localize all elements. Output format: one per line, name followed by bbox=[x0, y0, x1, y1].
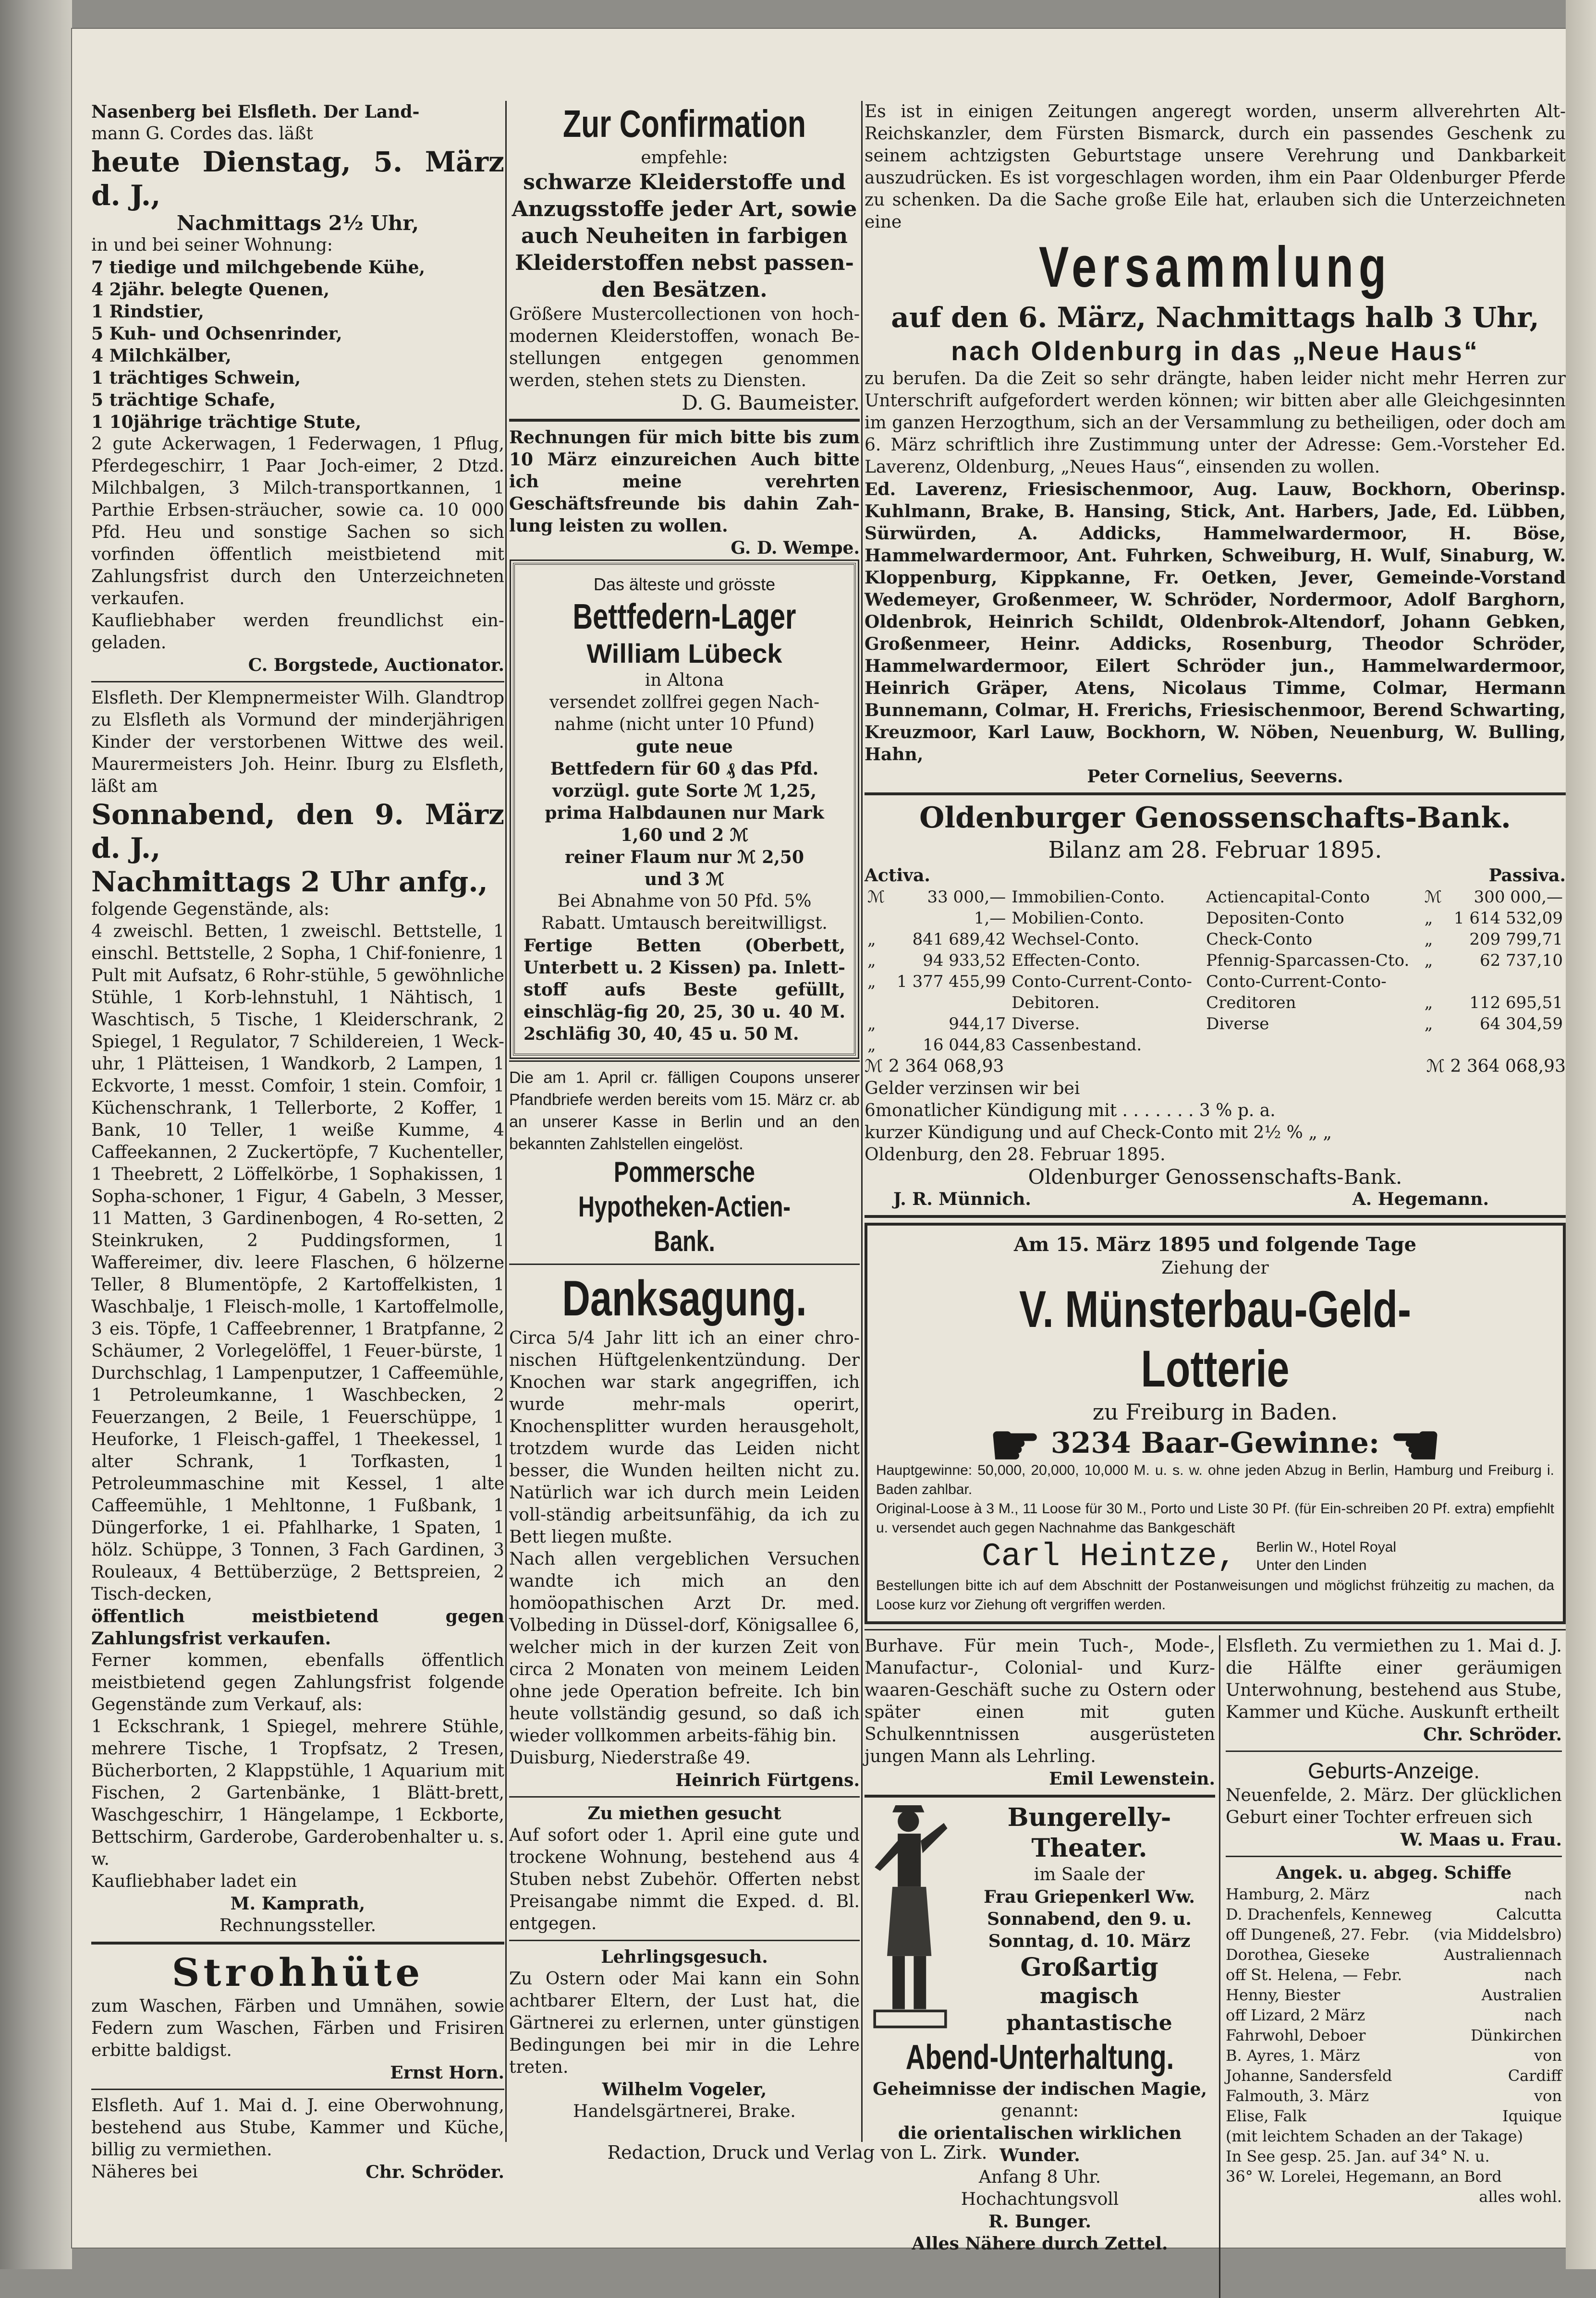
pointing-hand-icon: ☛ bbox=[989, 1411, 1041, 1479]
ad-item: 1 10jährige trächtige Stute, bbox=[91, 412, 362, 432]
ship-line bbox=[1226, 1985, 1562, 2005]
ad-body: Zu Ostern oder Mai kann ein Sohn achtbarer Eltern, der Lust hat, die Gärtnerei zu erlernen, unter günstigen Bedingungen bei mir in die Lehre treten. bbox=[509, 1969, 860, 2077]
ad-time: Nachmittags 2½ Uhr, bbox=[176, 211, 419, 235]
bank-cell bbox=[1446, 971, 1566, 992]
bank-cell: Diverse. bbox=[1011, 1014, 1080, 1033]
ad-body: Circa 5/4 Jahr litt ich an einer chro-nischen Hüftgelenkentzündung. Der Knochen war stark angegriffen, ich wurde mehr-mals operirt, Knochensplitter wurden herausgeholt, trotzdem wurde das Leiden nicht besser, die Wunden heilten nicht zu. Natürlich war ich durch mein Leiden voll-ständig arbeitsunfähig, da ich zu Bett liegen mußte. bbox=[509, 1328, 860, 1547]
ship-destination: Australien bbox=[1481, 1986, 1562, 2004]
theater-text: magisch phantastische bbox=[1006, 1984, 1172, 2035]
magician-figure-icon bbox=[865, 1805, 956, 2036]
bank-cell: ℳ bbox=[1424, 888, 1442, 907]
ad-date: Sonnabend, den 9. März d. J., bbox=[91, 798, 504, 864]
ad-body: Größere Mustercollectionen von hoch-modernen Kleiderstoffen, wonach Be-stellungen entgegen genommen werden, stehen stets zu Diensten. bbox=[509, 304, 860, 390]
theater-headline: Abend-Unterhaltung. bbox=[905, 2038, 1174, 2077]
bank-signature: J. R. Münnich. bbox=[893, 1189, 1031, 1209]
divider bbox=[509, 1796, 860, 1798]
theater-text: Sonnabend, den 9. u. bbox=[987, 1909, 1192, 1929]
divider bbox=[865, 1795, 1215, 1798]
imprint bbox=[509, 2142, 1085, 2163]
ad-title: Zur Confirmation bbox=[562, 102, 806, 145]
ad-body: Nach allen vergeblichen Versuchen wandte ich mich an den homöopathischen Arzt Dr. med. Volbeding in Düssel-dorf, Königsallee 6, welcher mich in der kurzen Zeit von circa 2 Monaten von meinem Leiden ohne jede Operation befreite. Ich bin heute vollständig gesund, so daß ich wieder vollkommen arbeits-fähig bin. bbox=[509, 1549, 860, 1746]
lottery-top: Am 15. März 1895 und folgende Tage bbox=[1013, 1233, 1417, 1256]
ship-destination: Cardiff bbox=[1508, 2067, 1562, 2085]
ad-price: und 3 ℳ bbox=[644, 869, 725, 889]
divider bbox=[865, 792, 1566, 795]
bank-row bbox=[865, 1013, 1566, 1034]
ad-signature: C. Borgstede, Auctionator. bbox=[248, 655, 504, 675]
divider bbox=[509, 1060, 860, 1062]
ad-elsfleth-flat bbox=[1226, 1635, 1562, 1746]
ship-entry: (mit leichtem Schaden an der Takage) bbox=[1226, 2127, 1523, 2145]
ship-destination: nach bbox=[1524, 1885, 1562, 1903]
divider bbox=[91, 1942, 504, 1945]
ad-names: Peter Cornelius, Seeverns. bbox=[1087, 766, 1343, 787]
ad-text: empfehle: bbox=[641, 148, 728, 168]
ad-body: zu berufen. Da die Zeit so sehr drängte, haben leider nicht mehr Herren zur Unterschrift aufgefordert werden können; wir bitten aber alle Gleichgesinnten im ganzen Herzogthum, sich an der Versammlung zu betheiligen, oder doch am 6. März schriftlich ihre Zustimmung unter der Adresse: Gem.-Vorsteher Ed. Laverenz, Oldenburg, „Neues Haus“, einsenden zu wollen. bbox=[865, 369, 1566, 477]
divider bbox=[509, 419, 860, 422]
ship-line bbox=[1226, 1884, 1562, 1904]
ad-text: in Altona bbox=[645, 670, 724, 690]
ad-text: öffentlich meistbietend gegen Zahlungsfrist verkaufen. bbox=[91, 1606, 504, 1649]
column-3 bbox=[865, 101, 1566, 2298]
ad-item: 5 Kuh- und Ochsenrinder, bbox=[91, 324, 342, 344]
column-2 bbox=[509, 101, 860, 2123]
bank-cell: Effecten-Conto. bbox=[1011, 951, 1141, 970]
theater-text: Anfang 8 Uhr. bbox=[978, 2167, 1101, 2187]
ad-text: Ferner kommen, ebenfalls öffentlich meistbietend gegen Zahlungsfrist folgende Gegenstände zum Verkauf, als: bbox=[91, 1651, 504, 1714]
theater-text: Geheimnisse der indischen Magie, bbox=[872, 2079, 1207, 2099]
bank-total-left: ℳ 2 364 068,93 bbox=[865, 1057, 1004, 1076]
bank-cell bbox=[865, 992, 889, 1013]
ad-auction-cordes bbox=[91, 101, 504, 676]
ad-body: Neuenfelde, 2. März. Der glücklichen Geburt einer Tochter erfreuen sich bbox=[1226, 1786, 1562, 1827]
ad-signature: Wilhelm Vogeler, bbox=[602, 2079, 767, 2100]
bank-cell: „ bbox=[1424, 930, 1433, 949]
bank-cell: Check-Conto bbox=[1206, 930, 1313, 949]
ad-theater bbox=[865, 1802, 1215, 2255]
bank-cell: 16 044,83 bbox=[923, 1035, 1006, 1055]
bank-cell bbox=[865, 908, 889, 929]
ship-line bbox=[1226, 2025, 1562, 2045]
lottery-seller: Carl Heintze, bbox=[982, 1538, 1237, 1575]
bank-cell: Actiencapital-Conto bbox=[1206, 888, 1370, 907]
ad-price: vorzügl. gute Sorte ℳ 1,25, bbox=[552, 781, 817, 801]
bank-text: Gelder verzinsen wir bei bbox=[865, 1079, 1080, 1098]
ad-price: Bettfedern für 60 ₰ das Pfd. bbox=[550, 759, 819, 779]
ad-title: Versammlung bbox=[1039, 235, 1391, 299]
ad-auction-glandtrop bbox=[91, 687, 504, 1937]
ad-signature: G. D. Wempe. bbox=[731, 538, 860, 558]
ship-line bbox=[1226, 2005, 1562, 2025]
bank-text: kurzer Kündigung und auf Check-Conto mit 2½ % „ „ bbox=[865, 1123, 1332, 1143]
bank-balance-table bbox=[865, 887, 1566, 1056]
ad-signature: Handelsgärtnerei, Brake. bbox=[573, 2102, 796, 2121]
ad-bank: Hypotheken-Actien-Bank. bbox=[578, 1191, 791, 1257]
ad-coupons bbox=[509, 1067, 860, 1259]
column-1 bbox=[91, 101, 504, 2183]
ad-date: heute Dienstag, 5. März d. J., bbox=[91, 146, 504, 212]
lottery-text: Original-Loose à 3 M., 11 Loose für 30 M., Porto und Liste 30 Pf. (für Ein-schreiben 20 Pf. extra) empfiehlt u. versendet auch gegen Nachnahme das Bankgeschäft bbox=[876, 1501, 1554, 1536]
ad-text: Bei Abnahme von 50 Pfd. 5% Rabatt. Umtausch bereitwilligst. bbox=[541, 891, 828, 933]
bank-cell bbox=[1422, 971, 1446, 992]
divider bbox=[509, 1264, 860, 1265]
ad-apprentice bbox=[509, 1946, 860, 2123]
bank-cell bbox=[1446, 1034, 1566, 1056]
ad-item: 4 2jähr. belegte Quenen, bbox=[91, 280, 330, 300]
ad-body: Rechnungen für mich bitte bis zum 10 März einzureichen Auch bitte ich meine verehrten Geschäftsfreunde bis dahin Zah-lung leisten zu wollen. bbox=[509, 427, 860, 536]
ad-item: 5 trächtige Schafe, bbox=[91, 390, 276, 410]
imprint-text: Redaction, Druck und Verlag von L. Zirk. bbox=[607, 2142, 987, 2163]
ad-text: in und bei seiner Wohnung: bbox=[91, 235, 333, 255]
bank-cell: Wechsel-Conto. bbox=[1011, 930, 1140, 949]
bank-cell: 209 799,71 bbox=[1469, 930, 1563, 949]
bank-text: Oldenburg, den 28. Februar 1895. bbox=[865, 1145, 1166, 1165]
bank-cell: Diverse bbox=[1206, 1014, 1269, 1033]
theater-signature: R. Bunger. bbox=[988, 2212, 1092, 2232]
theater-text: Wunder. bbox=[999, 2145, 1080, 2165]
bank-row bbox=[865, 1034, 1566, 1056]
ad-burhave bbox=[865, 1635, 1215, 1790]
bank-cell: 944,17 bbox=[949, 1014, 1006, 1033]
ad-main: schwarze Kleiderstoffe und Anzugsstoffe jeder Art, sowie auch Neuheiten in farbigen Kleiderstoffen nebst passen-den Besätzen. bbox=[512, 170, 857, 302]
divider bbox=[865, 1215, 1566, 1218]
lottery-text: Hauptgewinne: 50,000, 20,000, 10,000 M. u. s. w. ohne jeden Abzug in Berlin, Hamburg und Freiburg i. Baden zahlbar. bbox=[876, 1462, 1554, 1497]
bank-cell: Pfennig-Sparcassen-Cto. bbox=[1206, 951, 1410, 970]
bank-total-right: ℳ 2 364 068,93 bbox=[1426, 1057, 1566, 1076]
ad-text: Das älteste und grösste bbox=[593, 574, 776, 594]
bank-row bbox=[865, 887, 1566, 908]
ad-signature: Chr. Schröder. bbox=[1423, 1725, 1562, 1745]
ship-line bbox=[1226, 2106, 1562, 2126]
ad-signature: Ernst Horn. bbox=[390, 2063, 504, 2083]
ship-entry: 36° W. Lorelei, Hegemann, an Bord bbox=[1226, 2167, 1502, 2186]
ship-entry: Dorothea, Gieseke bbox=[1226, 1945, 1370, 1964]
bank-cell: 841 689,42 bbox=[912, 930, 1006, 949]
ad-flat-elsfleth bbox=[91, 2095, 504, 2183]
ad-signature: Heinrich Fürtgens. bbox=[675, 1770, 860, 1790]
bank-cell: „ bbox=[1424, 993, 1433, 1012]
ad-invite: Kaufliebhaber ladet ein bbox=[91, 1872, 297, 1891]
bank-cell: Debitoren. bbox=[1011, 993, 1100, 1012]
ship-entry: off Lizard, 2 März bbox=[1226, 2006, 1365, 2024]
bank-row bbox=[865, 950, 1566, 971]
bank-cell: Mobilien-Conto. bbox=[1011, 909, 1145, 928]
ad-title: Strohhüte bbox=[171, 1950, 424, 1995]
ad-signature: Emil Lewenstein. bbox=[1049, 1769, 1215, 1789]
bank-cell: „ bbox=[867, 951, 876, 970]
bank-cell: 1,— bbox=[974, 909, 1006, 928]
ship-entry: Falmouth, 3. März bbox=[1226, 2087, 1369, 2105]
ship-destination: Calcutta bbox=[1496, 1905, 1562, 1923]
ship-line bbox=[1226, 1945, 1562, 1965]
ship-destination: von bbox=[1534, 2087, 1562, 2105]
lower-ads-area bbox=[865, 1635, 1566, 2298]
ad-text: Fertige Betten (Oberbett, Unterbett u. 2 Kissen) pa. Inlett-stoff aufs Beste gefüllt, einschläg-fig 20, 25, 30 u. 40 M. 2schläfig 30, 40, 45 u. 50 M. bbox=[524, 936, 845, 1044]
bank-cell: 300 000,— bbox=[1474, 888, 1563, 907]
bank-text: 6monatlicher Kündigung mit . . . . . . . 3 % p. a. bbox=[865, 1101, 1276, 1120]
shipping-news bbox=[1226, 1862, 1562, 2206]
ad-title: Geburts-Anzeige. bbox=[1308, 1758, 1480, 1783]
ship-entry: B. Ayres, 1. März bbox=[1226, 2046, 1360, 2065]
ad-item: 4 Milchkälber, bbox=[91, 346, 231, 366]
ad-title: Bettfedern-Lager bbox=[573, 596, 796, 636]
ship-entry: Hamburg, 2. März bbox=[1226, 1885, 1370, 1903]
theater-text: Alles Nähere durch Zettel. bbox=[912, 2234, 1168, 2254]
bank-subtitle: Bilanz am 28. Februar 1895. bbox=[1048, 837, 1382, 863]
theater-text: genannt: bbox=[1001, 2101, 1079, 2121]
ad-date: auf den 6. März, Nachmittags halb 3 Uhr, bbox=[891, 301, 1539, 334]
bank-cell: Immobilien-Conto. bbox=[1011, 888, 1165, 907]
ship-entry: In See gesp. 25. Jan. auf 34° N. u. bbox=[1226, 2147, 1490, 2165]
ship-entry: Fahrwohl, Deboer bbox=[1226, 2026, 1366, 2044]
ad-text: Nasenberg bei Elsfleth. Der Land- bbox=[91, 102, 420, 122]
ship-line bbox=[1226, 1965, 1562, 1985]
bank-cell: „ bbox=[1424, 909, 1433, 928]
ship-destination: Australien bbox=[1444, 1945, 1524, 1964]
ship-line bbox=[1226, 2166, 1562, 2187]
ad-bills bbox=[509, 426, 860, 559]
ship-destination: nach bbox=[1524, 1966, 1562, 1984]
ad-names: Ed. Laverenz, Friesischenmoor, Aug. Lauw, Bockhorn, Oberinsp. Kuhlmann, Brake, B. Hansing, Stick, Ant. Harbers, Jade, Ed. Lübben, Sürwürden, A. Addicks, Hammelwardermoor, H. Böse, Hammelwardermoor, Ant. Fuhrken, Schweiburg, H. Wulf, Sinaburg, W. Kloppenburg, Kippkanne, Fr. Oetken, Jever, Gemeinde-Vorstand Wedemeyer, Großenmeer, W. Schröder, Nordermoor, Adolf Barghorn, Oldenbrok, Heinrich Schildt, Oldenbrok-Altendorf, Johann Gebken, Großenmeer, Heinr. Addicks, Rosenburg, Theodor Schröder, Hammelwardermoor, Eilert Schröder jun., Hammelwardermoor, Heinrich Gräper, Atens, Nicolaus Timme, Colmar, Hermann Bunnemann, Colmar, H. Frerichs, Friesischenmoor, Berend Schwarting, Kreuzmoor, Karl Lauw, Bockhorn, W. Nöben, Neuenburg, W. Bulling, Hahn, bbox=[865, 479, 1566, 765]
bank-cell: 62 737,10 bbox=[1479, 951, 1563, 970]
ship-entry: Henny, Biester bbox=[1226, 1986, 1340, 2004]
ad-straw-hats bbox=[91, 1949, 504, 2084]
ad-body: Elsfleth. Zu vermiethen zu 1. Mai d. J. die Hälfte einer geräumigen Unterwohnung, bestehend aus Stube, Kammer und Küche. Auskunft ertheilt bbox=[1226, 1636, 1562, 1722]
bank-cell: Conto-Current-Conto- bbox=[1206, 972, 1387, 991]
ad-bank-balance bbox=[865, 800, 1566, 1210]
ad-company: William Lübeck bbox=[586, 638, 782, 669]
bank-cell bbox=[889, 992, 1009, 1013]
ad-body: Die am 1. April cr. fälligen Coupons unserer Pfandbriefe werden bereits vom 15. März cr. ab an unserer Kasse in Berlin und an den bekannten Zahlstellen eingelöst. bbox=[509, 1069, 860, 1153]
ad-place: nach Oldenburg in das „Neue Haus“ bbox=[951, 336, 1479, 366]
ship-destination: nach bbox=[1524, 1945, 1562, 1964]
ad-body: 2 gute Ackerwagen, 1 Federwagen, 1 Pflug, Pferdegeschirr, 1 Paar Joch-eimer, 2 Dtzd. Milchbalgen, 3 Milch-transportkannen, 1 Parthie Erbsen-sträucher, sowie ca. 10 000 Pfd. Heu und sonstige Sachen so sich vorfinden öffentlich meistbietend mit Zahlungsfrist durch den Unterzeichneten verkaufen. bbox=[91, 434, 504, 608]
ad-rent-wanted bbox=[509, 1802, 860, 1935]
bank-text: Oldenburger Genossenschafts-Bank. bbox=[1028, 1165, 1402, 1189]
ad-text: folgende Gegenstände, als: bbox=[91, 900, 329, 919]
bank-cell: Creditoren bbox=[1206, 993, 1296, 1012]
ad-item: 7 tiedige und milchgebende Kühe, bbox=[91, 257, 426, 278]
ship-entry: Elise, Falk bbox=[1226, 2107, 1307, 2125]
bank-cell: 112 695,51 bbox=[1469, 993, 1563, 1012]
ad-signature: Rechnungssteller. bbox=[219, 1916, 377, 1935]
ship-entry: off St. Helena, — Febr. bbox=[1226, 1966, 1402, 1984]
bank-cell: „ bbox=[1424, 951, 1433, 970]
pointing-hand-left-icon: ☚ bbox=[1389, 1411, 1441, 1479]
ad-title: Lehrlingsgesuch. bbox=[601, 1947, 768, 1967]
bank-cell: „ bbox=[867, 930, 876, 949]
divider bbox=[1226, 1751, 1562, 1752]
bank-cell: Cassenbestand. bbox=[1011, 1035, 1142, 1055]
ad-body: Auf sofort oder 1. April eine gute und trockene Wohnung, bestehend aus 4 Stuben nebst Zubehör. Offerten nebst Preisangabe nimmt die Exped. d. Bl. entgegen. bbox=[509, 1825, 860, 1933]
ad-price: 1,60 und 2 ℳ bbox=[620, 825, 749, 845]
ad-invite: Kaufliebhaber werden freundlichst ein-geladen. bbox=[91, 611, 504, 653]
divider bbox=[1226, 1856, 1562, 1857]
bank-cell bbox=[1203, 1034, 1422, 1056]
ship-line bbox=[1226, 1904, 1562, 1924]
ad-signature: Chr. Schröder. bbox=[365, 2162, 504, 2182]
bank-passiva-label: Passiva. bbox=[1488, 865, 1566, 886]
bank-row bbox=[865, 929, 1566, 950]
divider bbox=[509, 1940, 860, 1941]
bank-cell: Depositen-Conto bbox=[1206, 909, 1344, 928]
ad-body: Elsfleth. Auf 1. Mai d. J. eine Oberwohnung, bestehend aus Stube, Kammer und Küche, billig zu vermiethen. bbox=[91, 2096, 504, 2160]
ship-destination: alles wohl. bbox=[1479, 2188, 1562, 2206]
ship-destination: (via Middelsbro) bbox=[1433, 1925, 1562, 1944]
bank-cell: Conto-Current-Conto- bbox=[1011, 972, 1192, 991]
divider bbox=[91, 681, 504, 682]
divider bbox=[865, 1629, 1566, 1630]
ad-signature: W. Maas u. Frau. bbox=[1400, 1830, 1562, 1850]
bank-row bbox=[865, 992, 1566, 1013]
theater-text: Frau Griepenkerl Ww. bbox=[984, 1887, 1195, 1907]
bank-cell: „ bbox=[867, 1035, 876, 1055]
ad-body: zum Waschen, Färben und Umnähen, sowie Federn zum Waschen, Färben und Frisiren erbitte baldigst. bbox=[91, 1996, 504, 2060]
bank-activa-label: Activa. bbox=[865, 865, 930, 886]
theater-title: Bungerelly-Theater. bbox=[1007, 1803, 1171, 1863]
lottery-address: Berlin W., Hotel Royal bbox=[1256, 1539, 1397, 1556]
theater-text: Hochachtungsvoll bbox=[961, 2189, 1119, 2209]
theater-text: die orientalischen wirklichen bbox=[898, 2123, 1182, 2143]
theater-text: Sonntag, d. 10. März bbox=[988, 1931, 1191, 1951]
bank-title: Oldenburger Genossenschafts-Bank. bbox=[919, 801, 1511, 835]
ad-signature: D. G. Baumeister. bbox=[682, 391, 860, 414]
bank-cell: 33 000,— bbox=[927, 888, 1006, 907]
ship-line bbox=[1226, 2066, 1562, 2086]
ad-price: reiner Flaum nur ℳ 2,50 bbox=[564, 847, 804, 867]
ad-item: 1 trächtiges Schwein, bbox=[91, 368, 301, 388]
bank-row bbox=[865, 971, 1566, 992]
bank-cell: 64 304,59 bbox=[1479, 1014, 1563, 1033]
theater-text: im Saale der bbox=[1034, 1865, 1145, 1885]
column-rule bbox=[1219, 1635, 1220, 2298]
bank-signature: A. Hegemann. bbox=[1352, 1189, 1489, 1209]
lottery-text: Ziehung der bbox=[1161, 1258, 1269, 1278]
ship-entry: Johanne, Sandersfeld bbox=[1226, 2067, 1392, 2085]
ad-signature: M. Kamprath, bbox=[230, 1894, 365, 1914]
ship-destination: Iquique bbox=[1502, 2107, 1562, 2125]
next-page-edge bbox=[1566, 0, 1596, 2269]
ad-body: Burhave. Für mein Tuch-, Mode-, Manufactur-, Colonial- und Kurz-waaren-Geschäft suche zu Ostern oder später einen mit guten Schulkenntnissen ausgerüsteten jungen Mann als Lehrling. bbox=[865, 1636, 1215, 1766]
lottery-address: Unter den Linden bbox=[1256, 1557, 1367, 1574]
bank-cell: 1 377 455,99 bbox=[897, 972, 1006, 991]
ad-bedfeathers bbox=[513, 563, 856, 1056]
ship-destination: von bbox=[1534, 2046, 1562, 2065]
bank-cell: 1 614 532,09 bbox=[1453, 909, 1563, 928]
ad-text: Näheres bei bbox=[91, 2162, 198, 2182]
ad-bismarck-meeting bbox=[865, 101, 1566, 788]
ad-birth bbox=[1226, 1757, 1562, 1851]
bank-cell: „ bbox=[867, 972, 876, 991]
ad-price: prima Halbdaunen nur Mark bbox=[545, 803, 824, 823]
ship-line bbox=[1226, 2126, 1562, 2146]
ship-line bbox=[1226, 2086, 1562, 2106]
theater-text: Großartig bbox=[1020, 1953, 1158, 1982]
ad-title: Zu miethen gesucht bbox=[587, 1803, 781, 1824]
ad-intro: Elsfleth. Der Klempnermeister Wilh. Glandtrop zu Elsfleth als Vormund der minderjährigen Kinder der verstorbenen Wittwe des weil. Maurermeisters Joh. Heinr. Iburg zu Elsfleth, läßt am bbox=[91, 688, 504, 796]
ad-time: Nachmittags 2 Uhr anfg., bbox=[91, 865, 488, 898]
column-rule bbox=[505, 101, 507, 2142]
bank-cell: ℳ bbox=[867, 888, 885, 907]
ship-entry: off Dungeneß, 27. Febr. bbox=[1226, 1925, 1410, 1944]
bank-cell bbox=[1422, 1034, 1446, 1056]
lower-right-ads bbox=[1226, 1635, 1562, 2207]
ad-body: Es ist in einigen Zeitungen angeregt worden, unserm allverehrten Alt-Reichskanzler, dem Fürsten Bismarck, durch ein passendes Geschenk zu seinem achtzigsten Geburtstage unsere Verehrung und Dankbarkeit auszudrücken. Es ist vorgeschlagen worden, ihm ein Paar Oldenburger Pferde zu schenken. Da die Sache große Eile hat, erlauben sich die Unterzeichneten eine bbox=[865, 102, 1566, 232]
ad-text: gute neue bbox=[636, 737, 733, 757]
ad-text: mann G. Cordes das. läßt bbox=[91, 124, 313, 144]
ad-bank: Pommersche bbox=[614, 1156, 755, 1188]
ship-line bbox=[1226, 2146, 1562, 2166]
ad-body: 4 zweischl. Betten, 1 zweischl. Bettstelle, 1 einschl. Bettstelle, 2 Sopha, 1 Chif-fonienre, 1 Pult mit Aufsatz, 6 Rohr-stühle, 5 gewöhnliche Stühle, 1 Korb-lehnstuhl, 1 Nähtisch, 1 Waschtisch, 5 Tische, 1 Kleiderschrank, 2 Spiegel, 1 Regulator, 7 Schildereien, 1 Weck-uhr, 1 Plätteisen, 1 Wandkorb, 2 Lampen, 1 Eckvorte, 1 messt. Comfoir, 1 stein. Comfoir, 1 Küchenschrank, 1 Tellerborte, 2 Koffer, 1 Bank, 10 Teller, 1 weiße Kumme, 4 Caffeekannen, 2 Zuckertöpfe, 7 Kuchenteller, 1 Theebrett, 2 Löffelkörbe, 1 Sophakissen, 1 Sopha-schoner, 1 Figur, 4 Gabeln, 3 Messer, 11 Matten, 3 Gardinenbogen, 4 Ro-setten, 2 Steinkruken, 2 Puddingsformen, 1 Waffereimer, div. leere Flaschen, 6 hölzerne Teller, 8 Blumentöpfe, 2 Kartoffelkisten, 1 Waschbalje, 1 Fleisch-molle, 1 Kartoffelmolle, 3 eis. Töpfe, 1 Caffeebrenner, 1 Bratpfanne, 2 Schäumer, 2 Vorlegelöffel, 1 Feuer-bürste, 1 Durchschlag, 1 Lampenputzer, 1 Caffeemühle, 1 Petroleumkanne, 1 Waschbecken, 2 Feuerzangen, 2 Beile, 1 Feuerschüppe, 1 Heuforke, 1 Fleisch-gaffel, 1 Theekessel, 1 alter Schrank, 1 Torfkasten, 1 Petroleummaschine mit Kessel, 1 alte Caffeemühle, 1 Mehltonne, 1 Fußbank, 1 Düngerforke, 1 ei. Pfahlharke, 1 Spaten, 1 hölz. Schüppe, 3 Tonnen, 3 Fach Gardinen, 3 Rouleaux, 4 Bettüberzüge, 2 Bettspreien, 2 Tisch-decken, bbox=[91, 922, 504, 1604]
ad-item: 1 Rindstier, bbox=[91, 302, 204, 322]
ad-body: 1 Eckschrank, 1 Spiegel, mehrere Stühle, mehrere Tische, 1 Tropfsatz, 2 Tresen, Bücherborten, 2 Klappstühle, 1 Aquarium mit Fischen, 2 Gartenbänke, 1 Blätt-brett, Waschgeschirr, 1 Hängelampe, 1 Eckborte, Bettschirm, Garderobe, Garderobenhalter u. s. w. bbox=[91, 1717, 504, 1869]
bank-cell: „ bbox=[1424, 1014, 1433, 1033]
column-rule bbox=[861, 101, 863, 2142]
ad-confirmation bbox=[509, 101, 860, 414]
ad-thanks bbox=[509, 1270, 860, 1791]
ad-text: Duisburg, Niederstraße 49. bbox=[509, 1748, 751, 1768]
ship-destination: Dünkirchen bbox=[1471, 2026, 1562, 2044]
lottery-text: Bestellungen bitte ich auf dem Abschnitt der Postanweisungen und möglichst frühzeitig zu machen, da Loose kurz vor Ziehung oft vergriffen werden. bbox=[876, 1578, 1554, 1613]
ship-entry: D. Drachenfels, Kenneweg bbox=[1226, 1905, 1432, 1923]
scan-left-margin bbox=[0, 0, 72, 2269]
lottery-place: zu Freiburg in Baden. bbox=[1092, 1399, 1338, 1425]
ad-title: Danksagung. bbox=[562, 1271, 807, 1326]
lottery-prizes: 3234 Baar-Gewinne: bbox=[1050, 1426, 1380, 1460]
ad-lottery bbox=[865, 1223, 1566, 1624]
ships-title: Angek. u. abgeg. Schiffe bbox=[1276, 1863, 1512, 1883]
bank-cell: „ bbox=[867, 1014, 876, 1033]
divider bbox=[91, 2089, 504, 2090]
ship-destination: nach bbox=[1524, 2006, 1562, 2024]
bank-row bbox=[865, 908, 1566, 929]
lottery-title: V. Münsterbau-Geld-Lotterie bbox=[1019, 1280, 1412, 1398]
bank-cell: 94 933,52 bbox=[923, 951, 1006, 970]
ship-line bbox=[1226, 2045, 1562, 2066]
ad-text: versendet zollfrei gegen Nach-nahme (nicht unter 10 Pfund) bbox=[549, 693, 820, 734]
